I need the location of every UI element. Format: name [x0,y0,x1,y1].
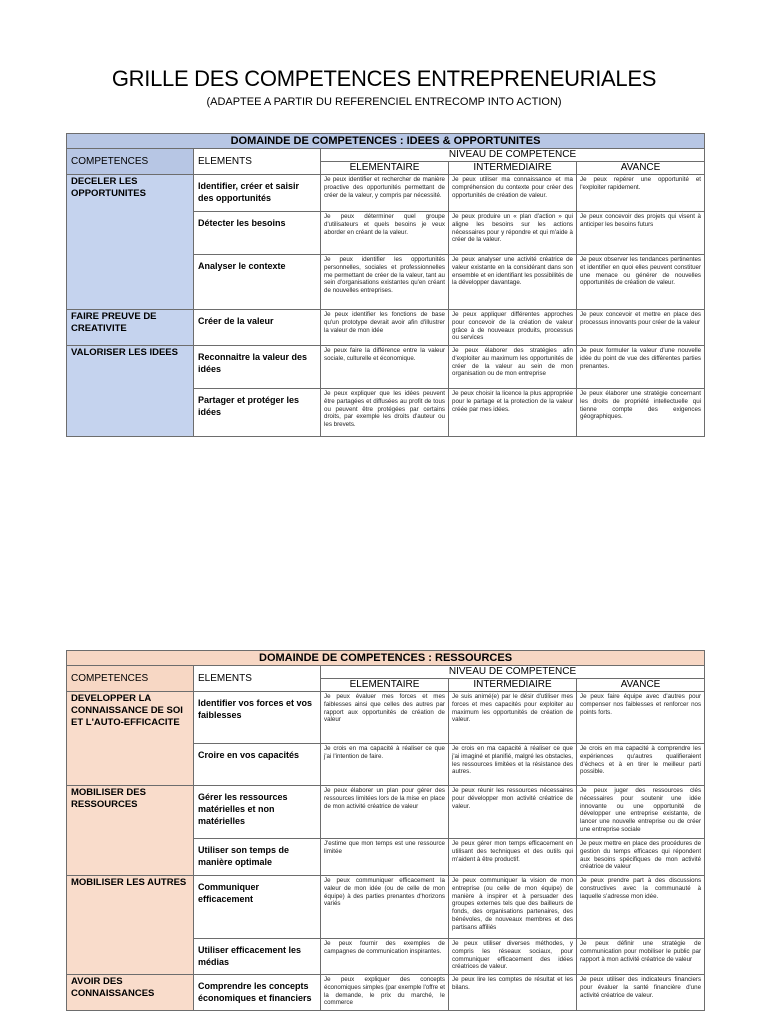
element-cell: Reconnaitre la valeur des idées [194,346,321,389]
intermediaire-cell: Je peux analyser une activité créatrice de valeur existante en la considérant dans son ensemble et en identifiant les possibilités de la développer davantage. [449,255,577,310]
competence-table-ideas [66,133,705,437]
elementaire-cell: Je peux identifier les fonctions de base qu'un prototype devrait avoir afin d'illustrer la valeur de mon idée [321,310,449,346]
avance-cell: Je peux faire équipe avec d'autres pour compenser nos faiblesses et renforcer nos points forts. [577,692,705,744]
competences-header: COMPETENCES [67,666,194,692]
element-cell: Identifier, créer et saisir des opportunités [194,175,321,212]
niveau-header: NIVEAU DE COMPETENCE [321,666,705,679]
avance-cell: Je peux concevoir des projets qui visent à anticiper les besoins futurs [577,212,705,255]
level-intermediaire: INTERMEDIAIRE [449,162,577,175]
element-cell: Comprendre les concepts économiques et financiers [194,975,321,1011]
intermediaire-cell: Je peux utiliser ma connaissance et ma compréhension du contexte pour créer des opportunités de création de valeur. [449,175,577,212]
intermediaire-cell: Je peux réunir les ressources nécessaires pour développer mon activité créatrice de valeur. [449,786,577,839]
avance-cell: Je peux utiliser des indicateurs financiers pour évaluer la santé financière d'une activité créatrice de valeur. [577,975,705,1011]
table-row [67,786,705,839]
level-avance: AVANCE [577,679,705,692]
avance-cell: Je peux repérer une opportunité et l'exploiter rapidement. [577,175,705,212]
table-row [67,876,705,939]
table-row [67,310,705,346]
intermediaire-cell: Je peux utiliser diverses méthodes, y compris les réseaux sociaux, pour communiquer efficacement des idées créatrices de valeur. [449,939,577,975]
competence-cell: MOBILISER DES RESSOURCES [67,786,194,876]
element-cell: Créer de la valeur [194,310,321,346]
intermediaire-cell: Je peux communiquer la vision de mon entreprise (ou celle de mon équipe) de manière à inspirer et à persuader des groupes externes tels que des bailleurs de fonds, des organisations partenaires, des bénévoles, de nouveaux membres et des partisans affiliés [449,876,577,939]
elementaire-cell: Je crois en ma capacité à réaliser ce que j'ai l'intention de faire. [321,744,449,786]
domain-title: DOMAINDE DE COMPETENCES : IDEES & OPPORTUNITES [67,134,705,149]
intermediaire-cell: Je peux choisir la licence la plus appropriée pour le partage et la protection de la valeur créée par mes idées. [449,389,577,437]
element-cell: Communiquer efficacement [194,876,321,939]
elementaire-cell: Je peux élaborer un plan pour gérer des ressources limitées lors de la mise en place de mon activité créatrice de valeur [321,786,449,839]
avance-cell: Je peux observer les tendances pertinentes et identifier en quoi elles peuvent constituer une menace ou générer de nouvelles opportunités de création de valeur. [577,255,705,310]
intermediaire-cell: Je peux produire un « plan d'action » qui aligne les besoins sur les actions nécessaires pour y répondre et qui m'aide à créer de la valeur. [449,212,577,255]
elements-header: ELEMENTS [194,666,321,692]
element-cell: Croire en vos capacités [194,744,321,786]
level-avance: AVANCE [577,162,705,175]
table-row [67,975,705,1011]
intermediaire-cell: Je crois en ma capacité à réaliser ce que j'ai imaginé et planifié, malgré les obstacles, les ressources limitées et la résistance des autres. [449,744,577,786]
elementaire-cell: Je peux évaluer mes forces et mes faiblesses ainsi que celles des autres par rapport aux opportunités de création de valeur [321,692,449,744]
elementaire-cell: Je peux faire la différence entre la valeur sociale, culturelle et économique. [321,346,449,389]
elementaire-cell: Je peux fournir des exemples de campagnes de communication inspirantes. [321,939,449,975]
avance-cell: Je peux prendre part à des discussions constructives avec la communauté à laquelle s'adresse mon idée. [577,876,705,939]
domain-title: DOMAINDE DE COMPETENCES : RESSOURCES [67,651,705,666]
level-intermediaire: INTERMEDIAIRE [449,679,577,692]
elementaire-cell: Je peux expliquer que les idées peuvent être partagées et diffusées au profit de tous ou peuvent être protégées par certains droits, par exemple les droits d'auteur ou les brevets. [321,389,449,437]
intermediaire-cell: Je peux élaborer des stratégies afin d'exploiter au maximum les opportunités de créer de la valeur au sein de mon organisation ou de mon entreprise [449,346,577,389]
competences-header: COMPETENCES [67,149,194,175]
table-row [67,175,705,212]
avance-cell: Je peux élaborer une stratégie concernant les droits de propriété intellectuelle qui tienne compte des exigences géographiques. [577,389,705,437]
elements-header: ELEMENTS [194,149,321,175]
competence-table-ressources [66,650,705,1011]
level-elementaire: ELEMENTAIRE [321,679,449,692]
avance-cell: Je peux définir une stratégie de communication pour mobiliser le public par rapport à mon activité créatrice de valeur [577,939,705,975]
intermediaire-cell: Je peux gérer mon temps efficacement en utilisant des techniques et des outils qui m'aident à être productif. [449,839,577,876]
intermediaire-cell: Je peux lire les comptes de résultat et les bilans. [449,975,577,1011]
competence-cell: DECELER LES OPPORTUNITES [67,175,194,310]
elementaire-cell: Je peux communiquer efficacement la valeur de mon idée (ou de celle de mon équipe) à des parties prenantes d'horizons variés [321,876,449,939]
element-cell: Utiliser efficacement les médias [194,939,321,975]
avance-cell: Je peux concevoir et mettre en place des processus innovants pour créer de la valeur [577,310,705,346]
niveau-header: NIVEAU DE COMPETENCE [321,149,705,162]
elementaire-cell: Je peux identifier et rechercher de manière proactive des opportunités permettant de créer de la valeur, y compris par nécessité. [321,175,449,212]
elementaire-cell: Je peux déterminer quel groupe d'utilisateurs et quels besoins je veux aborder en créant de la valeur. [321,212,449,255]
competence-cell: DEVELOPPER LA CONNAISSANCE DE SOI ET L'AUTO-EFFICACITE [67,692,194,786]
competence-cell: MOBILISER LES AUTRES [67,876,194,975]
competence-cell: AVOIR DES CONNAISSANCES [67,975,194,1011]
competence-cell: FAIRE PREUVE DE CREATIVITE [67,310,194,346]
avance-cell: Je crois en ma capacité à comprendre les expériences qu'autres qualifieraient d'échecs et à en tirer le meilleur parti possible. [577,744,705,786]
element-cell: Partager et protéger les idées [194,389,321,437]
element-cell: Détecter les besoins [194,212,321,255]
element-cell: Utiliser son temps de manière optimale [194,839,321,876]
element-cell: Identifier vos forces et vos faiblesses [194,692,321,744]
competence-cell: VALORISER LES IDEES [67,346,194,437]
element-cell: Gérer les ressources matérielles et non matérielles [194,786,321,839]
avance-cell: Je peux formuler la valeur d'une nouvelle idée du point de vue des différentes parties prenantes. [577,346,705,389]
page-subtitle: (ADAPTEE A PARTIR DU REFERENCIEL ENTRECOMP INTO ACTION) [206,96,562,108]
elementaire-cell: Je peux identifier les opportunités personnelles, sociales et professionnelles me permettant de créer de la valeur, tant au sein d'organisations existantes qu'en créant de nouvelles entreprises. [321,255,449,310]
page-title: GRILLE DES COMPETENCES ENTREPRENEURIALES [111,66,657,91]
element-cell: Analyser le contexte [194,255,321,310]
level-elementaire: ELEMENTAIRE [321,162,449,175]
avance-cell: Je peux juger des ressources clés nécessaires pour soutenir une idée innovante ou une opportunité de développer une entreprise existante, de lancer une nouvelle entreprise ou de créer une entreprise sociale [577,786,705,839]
intermediaire-cell: Je suis animé(e) par le désir d'utiliser mes forces et mes capacités pour exploiter au maximum les opportunités de création de valeur. [449,692,577,744]
avance-cell: Je peux mettre en place des procédures de gestion du temps efficaces qui répondent aux besoins spécifiques de mon activité créatrice de valeur [577,839,705,876]
elementaire-cell: Je peux expliquer des concepts économiques simples (par exemple l'offre et la demande, le prix du marché, le commerce [321,975,449,1011]
table-row [67,346,705,389]
elementaire-cell: J'estime que mon temps est une ressource limitée [321,839,449,876]
intermediaire-cell: Je peux appliquer différentes approches pour concevoir de la création de valeur grâce à de nouveaux produits, processus ou services [449,310,577,346]
table-row [67,692,705,744]
